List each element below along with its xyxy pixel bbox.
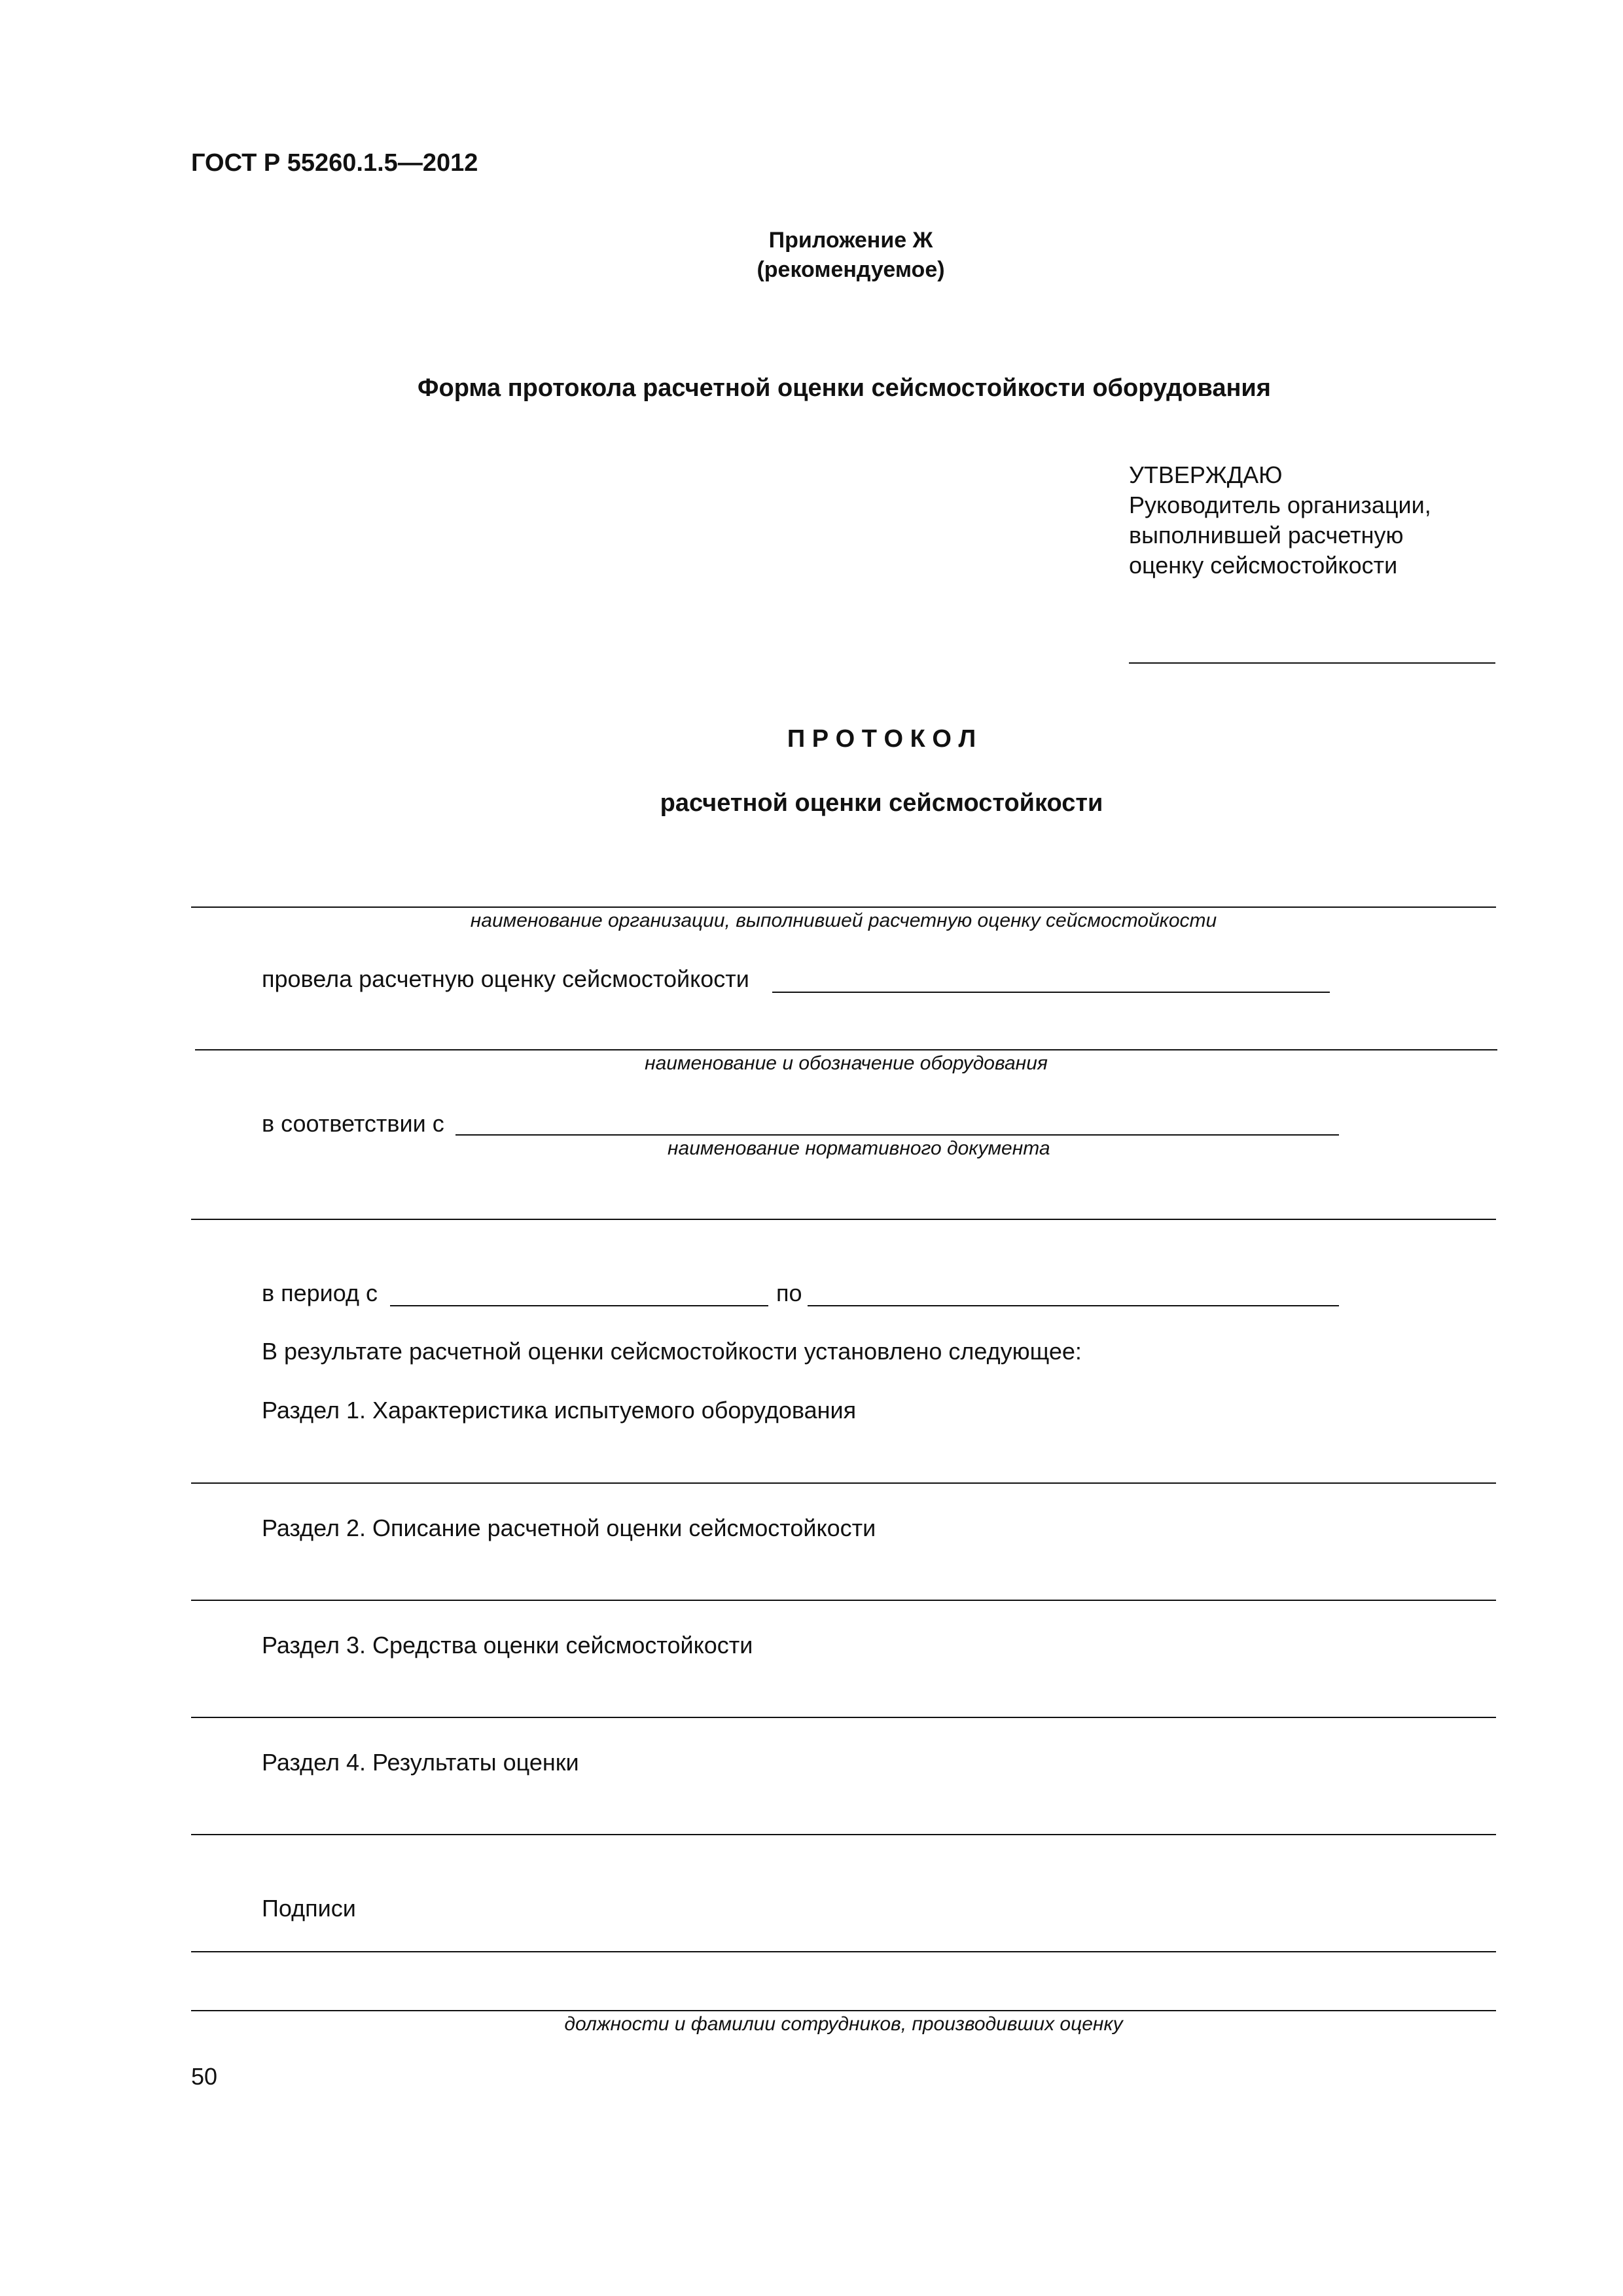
performed-field-line[interactable] [772,992,1330,993]
appendix-status: (рекомендуемое) [757,257,945,282]
section-4-field-line[interactable] [191,1834,1496,1835]
section-1-label: Раздел 1. Характеристика испытуемого оборудования [262,1397,857,1424]
section-2-label: Раздел 2. Описание расчетной оценки сейсмостойкости [262,1515,876,1541]
signatures-field-line-1[interactable] [191,1951,1496,1952]
period-to-field-line[interactable] [808,1305,1339,1306]
performed-label: провела расчетную оценку сейсмостойкости [262,965,749,992]
section-4-label: Раздел 4. Результаты оценки [262,1749,579,1776]
period-from-label: в период с [262,1280,378,1306]
protocol-title: П Р О Т О К О Л [787,725,976,753]
signatures-label: Подписи [262,1895,356,1922]
section-2-field-line[interactable] [191,1600,1496,1601]
approval-word: УТВЕРЖДАЮ [1129,461,1283,488]
approval-line-3: оценку сейсмостойкости [1129,552,1398,579]
approval-line-1: Руководитель организации, [1129,492,1431,518]
organization-field-line[interactable] [191,906,1496,908]
section-3-label: Раздел 3. Средства оценки сейсмостойкости [262,1632,753,1659]
organization-caption: наименование организации, выполнившей расчетную оценку сейсмостойкости [470,910,1217,931]
section-1-field-line[interactable] [191,1482,1496,1484]
section-3-field-line[interactable] [191,1717,1496,1718]
approval-line-2: выполнившей расчетную [1129,522,1404,548]
period-from-field-line[interactable] [390,1305,768,1306]
period-to-label: по [776,1280,802,1306]
according-to-field-line[interactable] [455,1134,1339,1136]
according-to-label: в соответствии с [262,1110,444,1137]
normative-doc-caption: наименование нормативного документа [668,1138,1050,1159]
signatories-caption: должности и фамилии сотрудников, производивших оценку [564,2013,1123,2035]
equipment-field-line[interactable] [195,1049,1497,1050]
approval-signature-line[interactable] [1129,662,1495,664]
result-intro: В результате расчетной оценки сейсмостойкости установлено следующее: [262,1338,1082,1365]
form-title: Форма протокола расчетной оценки сейсмостойкости оборудования [418,374,1271,402]
signatures-field-line-2[interactable] [191,2010,1496,2011]
standard-code: ГОСТ Р 55260.1.5—2012 [191,149,478,177]
protocol-subtitle: расчетной оценки сейсмостойкости [660,789,1103,817]
page-number: 50 [191,2063,218,2090]
approval-block [1129,460,1431,581]
equipment-caption: наименование и обозначение оборудования [645,1052,1048,1074]
appendix-title: Приложение Ж [768,228,933,253]
normative-doc-field-line[interactable] [191,1219,1496,1220]
